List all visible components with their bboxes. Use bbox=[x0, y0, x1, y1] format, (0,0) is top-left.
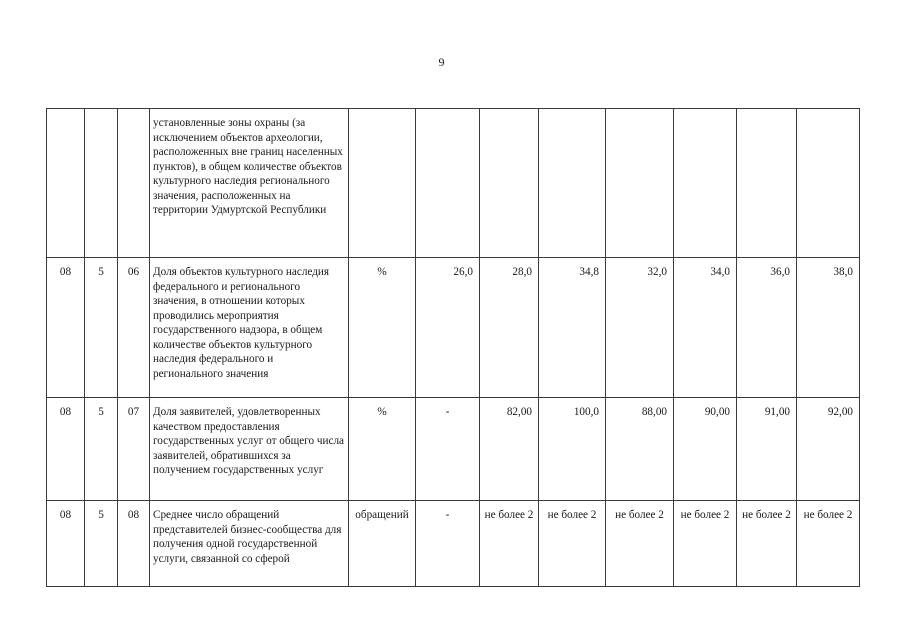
cell-value: 38,0 bbox=[797, 258, 860, 398]
cell-value: не более 2 bbox=[480, 501, 539, 587]
cell-value: 91,00 bbox=[737, 398, 797, 501]
cell-indicator-name: Доля заявителей, удовлетворенных качеством предоставления государственных услуг от общего числа заявителей, обратившихся за получением государственных услуг bbox=[150, 398, 349, 501]
cell-indicator-name: Доля объектов культурного наследия федерального и регионального значения, в отношении которых проводились мероприятия государственного надзора, в общем количестве объектов культурного наследия федерального и регионального значения bbox=[150, 258, 349, 398]
cell-code-3 bbox=[118, 109, 150, 258]
cell-value: 34,0 bbox=[674, 258, 737, 398]
table-row bbox=[47, 398, 860, 501]
cell-value: 90,00 bbox=[674, 398, 737, 501]
cell-value: - bbox=[416, 501, 480, 587]
cell-value bbox=[539, 109, 606, 258]
cell-code-2: 5 bbox=[85, 398, 118, 501]
cell-value: 26,0 bbox=[416, 258, 480, 398]
cell-unit: % bbox=[349, 258, 416, 398]
cell-value: не более 2 bbox=[539, 501, 606, 587]
table-row bbox=[47, 501, 860, 587]
cell-value: не более 2 bbox=[737, 501, 797, 587]
cell-value: 34,8 bbox=[539, 258, 606, 398]
cell-value: 88,00 bbox=[606, 398, 674, 501]
cell-code-2: 5 bbox=[85, 501, 118, 587]
cell-value: не более 2 bbox=[606, 501, 674, 587]
cell-code-3: 08 bbox=[118, 501, 150, 587]
table-row bbox=[47, 109, 860, 258]
cell-value: 82,00 bbox=[480, 398, 539, 501]
cell-value: 28,0 bbox=[480, 258, 539, 398]
cell-indicator-name: Среднее число обращений представителей бизнес-сообщества для получения одной государственной услуги, связанной со сферой bbox=[150, 501, 349, 587]
cell-value bbox=[674, 109, 737, 258]
cell-value: 92,00 bbox=[797, 398, 860, 501]
cell-value: 36,0 bbox=[737, 258, 797, 398]
cell-value: 100,0 bbox=[539, 398, 606, 501]
cell-value bbox=[480, 109, 539, 258]
cell-code-1: 08 bbox=[47, 258, 85, 398]
cell-code-1: 08 bbox=[47, 501, 85, 587]
cell-value: не более 2 bbox=[797, 501, 860, 587]
cell-value: не более 2 bbox=[674, 501, 737, 587]
indicators-table bbox=[46, 108, 860, 587]
cell-unit: % bbox=[349, 398, 416, 501]
cell-unit bbox=[349, 109, 416, 258]
page-number: 9 bbox=[438, 55, 445, 69]
cell-unit: обращений bbox=[349, 501, 416, 587]
cell-indicator-name: установленные зоны охраны (за исключением объектов археологии, расположенных вне границ населенных пунктов), в общем количестве объектов культурного наследия регионального значения, расположенных на территории Удмуртской Республики bbox=[150, 109, 349, 258]
cell-value: 32,0 bbox=[606, 258, 674, 398]
cell-value: - bbox=[416, 398, 480, 501]
cell-value bbox=[606, 109, 674, 258]
cell-code-3: 06 bbox=[118, 258, 150, 398]
cell-code-1 bbox=[47, 109, 85, 258]
cell-value bbox=[797, 109, 860, 258]
cell-value bbox=[416, 109, 480, 258]
table-row bbox=[47, 258, 860, 398]
cell-code-3: 07 bbox=[118, 398, 150, 501]
cell-code-2: 5 bbox=[85, 258, 118, 398]
cell-code-1: 08 bbox=[47, 398, 85, 501]
cell-code-2 bbox=[85, 109, 118, 258]
cell-value bbox=[737, 109, 797, 258]
